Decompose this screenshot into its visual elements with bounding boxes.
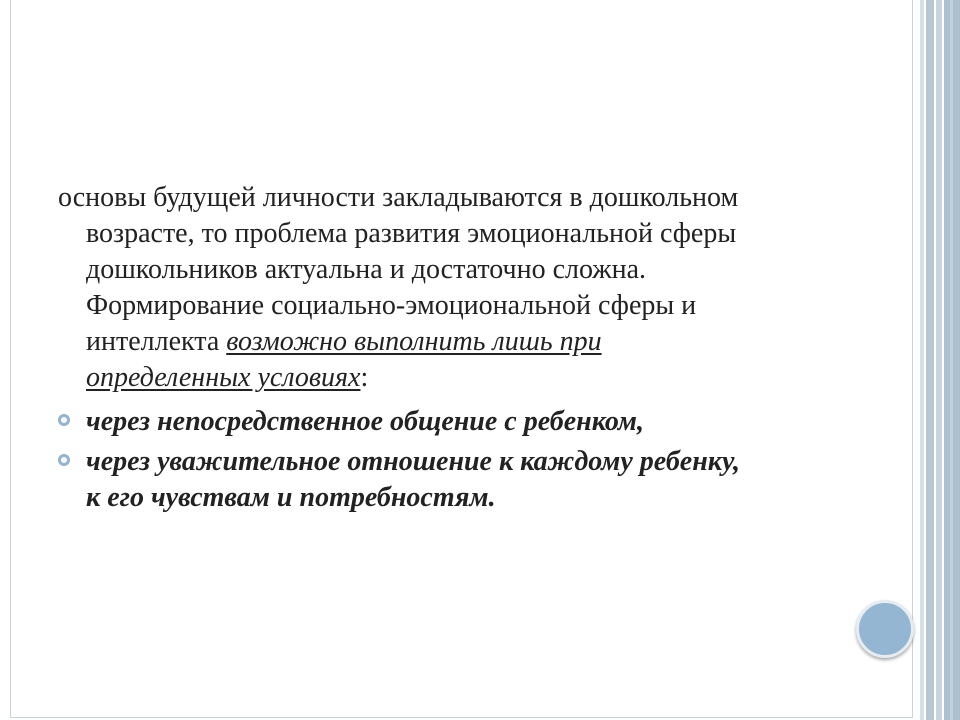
decor-stripe [920,0,924,720]
circle-decoration [856,600,914,658]
paragraph-text: основы будущей личности закладываются в дошкольном возрасте, то проблема развития эмоциональной сферы дошкольников актуальна и достаточно сложна. Формирование социально-эмоциональной сферы и интеллекта [58,182,739,357]
bullet-text: через уважительное отношение к каждому ребенку, к его чувствам и потребностям. [86,446,740,513]
ring-bullet-icon [58,454,70,466]
slide-content [58,180,758,520]
bullet-text: через непосредственное общение с ребенком, [86,406,644,437]
ring-bullet-icon [58,414,70,426]
main-paragraph [58,180,758,396]
bullet-item [58,444,758,516]
paragraph-emphasis: возможно выполнить лишь при определенных условиях [86,326,602,393]
decor-stripe [926,0,934,720]
bullet-item [58,404,758,440]
decor-stripe [936,0,942,720]
paragraph-end: : [360,362,369,393]
decor-stripe [950,0,953,720]
